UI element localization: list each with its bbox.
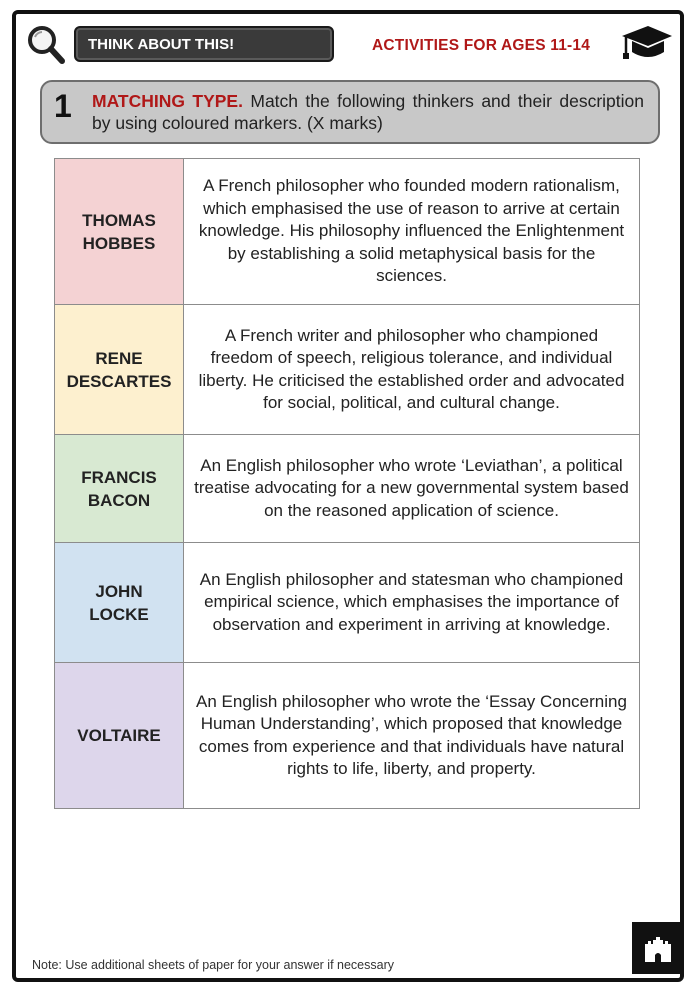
castle-icon-box	[632, 922, 684, 974]
thinker-name-cell[interactable]	[55, 663, 184, 809]
thinker-name-line: THOMAS	[82, 210, 156, 230]
instruction-text	[92, 90, 644, 134]
magnifier-icon	[26, 24, 66, 66]
thinker-name-line: FRANCIS	[81, 467, 157, 487]
castle-icon	[642, 932, 674, 964]
thinker-name-line: DESCARTES	[66, 371, 172, 391]
match-row	[55, 663, 640, 809]
think-about-this-banner	[74, 26, 334, 62]
thinker-name-cell[interactable]	[55, 159, 184, 305]
matching-table	[54, 158, 640, 809]
thinker-name-line: LOCKE	[89, 604, 149, 624]
matching-type-keyword: MATCHING TYPE.	[92, 91, 243, 111]
thinker-name-line: VOLTAIRE	[77, 726, 161, 745]
thinker-name-line: BACON	[87, 490, 151, 510]
question-number: 1	[54, 88, 72, 124]
thinker-description-cell[interactable]: An English philosopher and statesman who championed empirical science, which emphasises the importance of observation and experiment in arriving at knowledge.	[184, 543, 640, 663]
thinker-name-line: JOHN	[95, 581, 143, 601]
thinker-name-cell[interactable]	[55, 435, 184, 543]
thinker-name-cell[interactable]	[55, 543, 184, 663]
match-row	[55, 543, 640, 663]
activities-age-label: ACTIVITIES FOR AGES 11-14	[372, 37, 591, 54]
thinker-name-line: HOBBES	[82, 233, 156, 253]
match-row	[55, 159, 640, 305]
thinker-name-cell[interactable]	[55, 305, 184, 435]
match-row	[55, 435, 640, 543]
thinker-description-cell[interactable]: A French writer and philosopher who championed freedom of speech, religious tolerance, and individual liberty. He criticised the established order and advocated for social, political, and cultural change.	[184, 305, 640, 435]
thinker-name-line: RENE	[95, 348, 143, 368]
footer-note: Note: Use additional sheets of paper for your answer if necessary	[32, 958, 394, 972]
match-row	[55, 305, 640, 435]
banner-label: THINK ABOUT THIS!	[88, 35, 235, 53]
instruction-body: Match the following thinkers and their description by using coloured markers. (X marks)	[92, 91, 644, 133]
thinker-description-cell[interactable]: A French philosopher who founded modern rationalism, which emphasised the use of reason to arrive at certain knowledge. His philosophy influenced the Enlightenment by establishing a solid metaphysical basis for the sciences.	[184, 159, 640, 305]
graduation-cap-icon	[618, 20, 674, 66]
thinker-description-cell[interactable]: An English philosopher who wrote ‘Leviathan’, a political treatise advocating for a new governmental system based on the reasoned application of science.	[184, 435, 640, 543]
thinker-description-cell[interactable]: An English philosopher who wrote the ‘Essay Concerning Human Understanding’, which proposed that knowledge comes from experience and that individuals have natural rights to life, liberty, and property.	[184, 663, 640, 809]
